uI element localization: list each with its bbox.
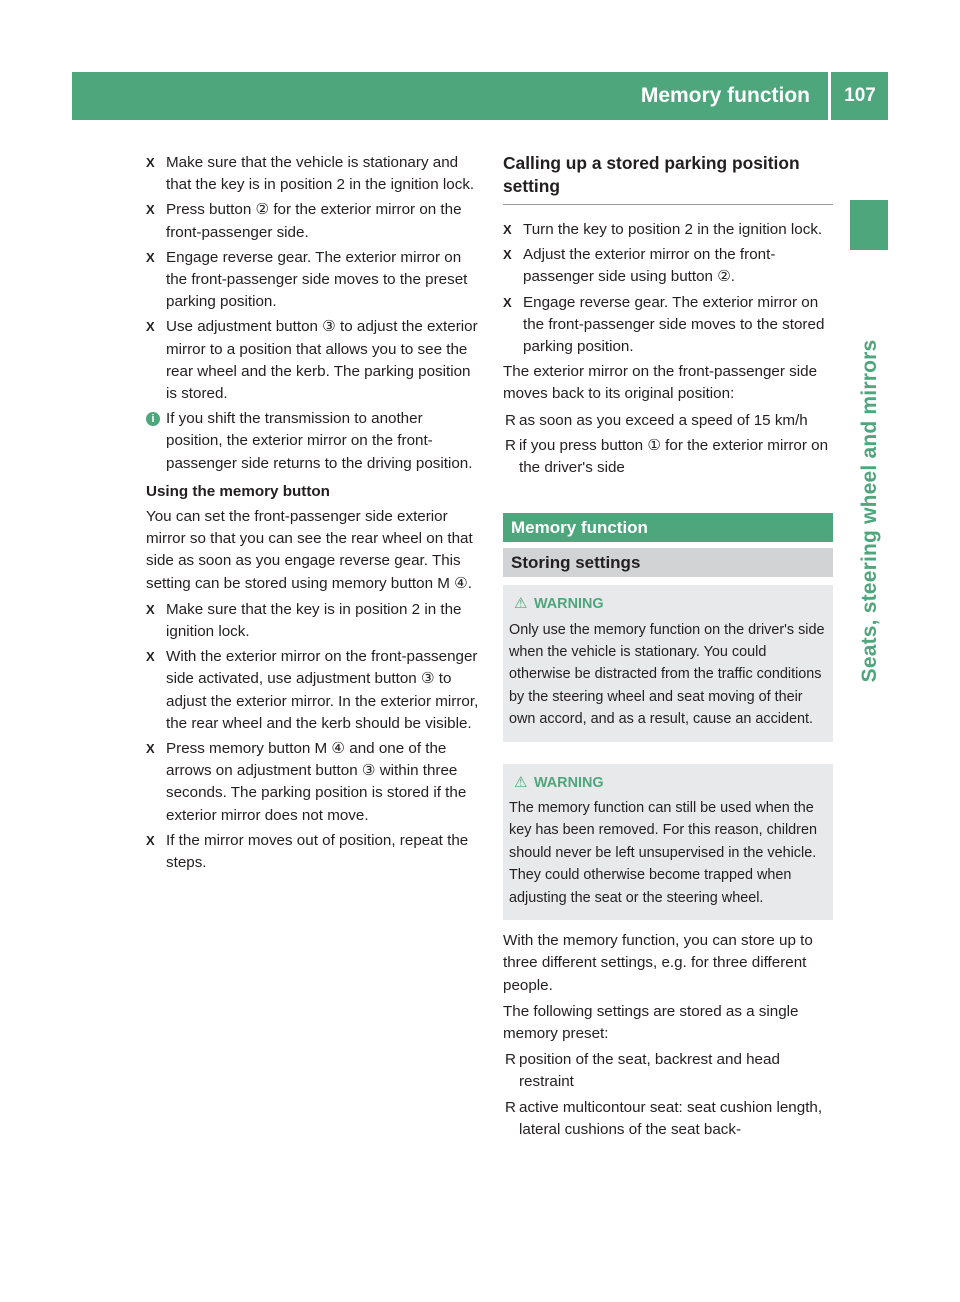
warning-text: Only use the memory function on the driver's side when the vehicle is stationary. You could otherwise be distracted from the traffic conditions by the steering wheel and seat moving of their own accord, and as a result, cause an accident. — [509, 621, 825, 728]
subheading: Using the memory button — [146, 482, 330, 500]
step-item: X Make sure that the key is in position 2 in the ignition lock. — [146, 600, 462, 641]
step-marker-icon: X — [146, 832, 155, 848]
bullet-item: R active multicontour seat: seat cushion length, lateral cushions of the seat back- — [505, 1098, 823, 1138]
step-item: X Press memory button M ④ and one of the arrows on adjustment button ③ within three seconds. The parking position is stored if the exterior mirror does not move. — [146, 740, 467, 824]
step-item: X Adjust the exterior mirror on the front-passenger side using button ②. — [503, 246, 776, 286]
step-item: X Make sure that the vehicle is stationary and that the key is in position 2 in the ignition lock. — [146, 154, 475, 194]
step-marker-icon: X — [146, 202, 155, 218]
paragraph: With the memory function, you can store up to three different settings, e.g. for three different people. — [503, 932, 813, 994]
warning-box — [503, 764, 833, 920]
bullet-icon: R — [505, 1051, 516, 1069]
step-item: X Engage reverse gear. The exterior mirror on the front-passenger side moves to the stored parking position. — [503, 293, 825, 356]
header-divider — [828, 72, 831, 120]
bullet-icon: R — [505, 436, 516, 454]
step-marker-icon: X — [146, 649, 155, 665]
paragraph: The exterior mirror on the front-passenger side moves back to its original position: — [503, 363, 818, 403]
step-marker-icon: X — [146, 741, 155, 757]
section-bar-memory-function: Memory function — [503, 513, 833, 542]
step-marker-icon: X — [146, 319, 155, 335]
subsection-bar-storing-settings: Storing settings — [503, 548, 833, 577]
step-marker-icon: X — [503, 247, 512, 263]
step-marker-icon: X — [146, 249, 155, 265]
warning-text: The memory function can still be used when the key has been removed. For this reason, children should never be left unsupervised in the vehicle. They could otherwise become trapped when adjusting the seat or the steering wheel. — [509, 800, 817, 906]
bullet-icon: R — [505, 411, 516, 429]
step-marker-icon: X — [503, 294, 512, 310]
side-tab-label: Seats, steering wheel and mirrors — [857, 339, 881, 683]
step-marker-icon: X — [146, 601, 155, 617]
paragraph: You can set the front-passenger side exterior mirror so that you can see the rear wheel on that side as soon as you engage reverse gear. This setting can be stored using memory button M ④. — [146, 508, 473, 592]
warning-box — [503, 585, 833, 741]
step-marker-icon: X — [146, 155, 155, 170]
info-note: i If you shift the transmission to another position, the exterior mirror on the front-passenger side returns to the driving position. — [146, 408, 482, 475]
info-icon: i — [146, 412, 160, 426]
side-tab-marker — [850, 200, 888, 250]
warning-header: ⚠ WARNING — [514, 772, 827, 794]
step-item: X Use adjustment button ③ to adjust the exterior mirror to a position that allows you to see the rear wheel and the kerb. The parking position is stored. — [146, 318, 478, 403]
side-tab — [846, 262, 894, 760]
warning-header: ⚠ WARNING — [514, 593, 827, 615]
step-item: X If the mirror moves out of position, repeat the steps. — [146, 831, 469, 872]
left-column — [146, 152, 482, 877]
step-marker-icon: X — [503, 222, 512, 237]
bullet-item: R if you press button ① for the exterior mirror on the driver's side — [505, 436, 829, 477]
step-item: X Press button ② for the exterior mirror on the front-passenger side. — [146, 201, 462, 241]
bullet-item: R as soon as you exceed a speed of 15 km/h — [503, 410, 833, 432]
step-item: X Engage reverse gear. The exterior mirror on the front-passenger side moves to the preset parking position. — [146, 248, 468, 311]
step-item: X With the exterior mirror on the front-passenger side activated, use adjustment button ③ to adjust the exterior mirror. In the exterior mirror, the rear wheel and the kerb should be visible. — [146, 648, 479, 732]
page-header — [72, 72, 888, 120]
bullet-item: R position of the seat, backrest and head restraint — [505, 1051, 780, 1091]
page-number: 107 — [844, 85, 876, 106]
bullet-icon: R — [505, 1098, 516, 1116]
warning-triangle-icon: ⚠ — [514, 773, 528, 791]
paragraph: The following settings are stored as a single memory preset: — [503, 1002, 799, 1042]
warning-triangle-icon: ⚠ — [514, 595, 528, 613]
section-heading: Calling up a stored parking position setting — [503, 152, 833, 205]
header-title: Memory function — [640, 84, 810, 107]
step-item: X Turn the key to position 2 in the ignition lock. — [503, 219, 833, 241]
right-column — [503, 152, 833, 1144]
